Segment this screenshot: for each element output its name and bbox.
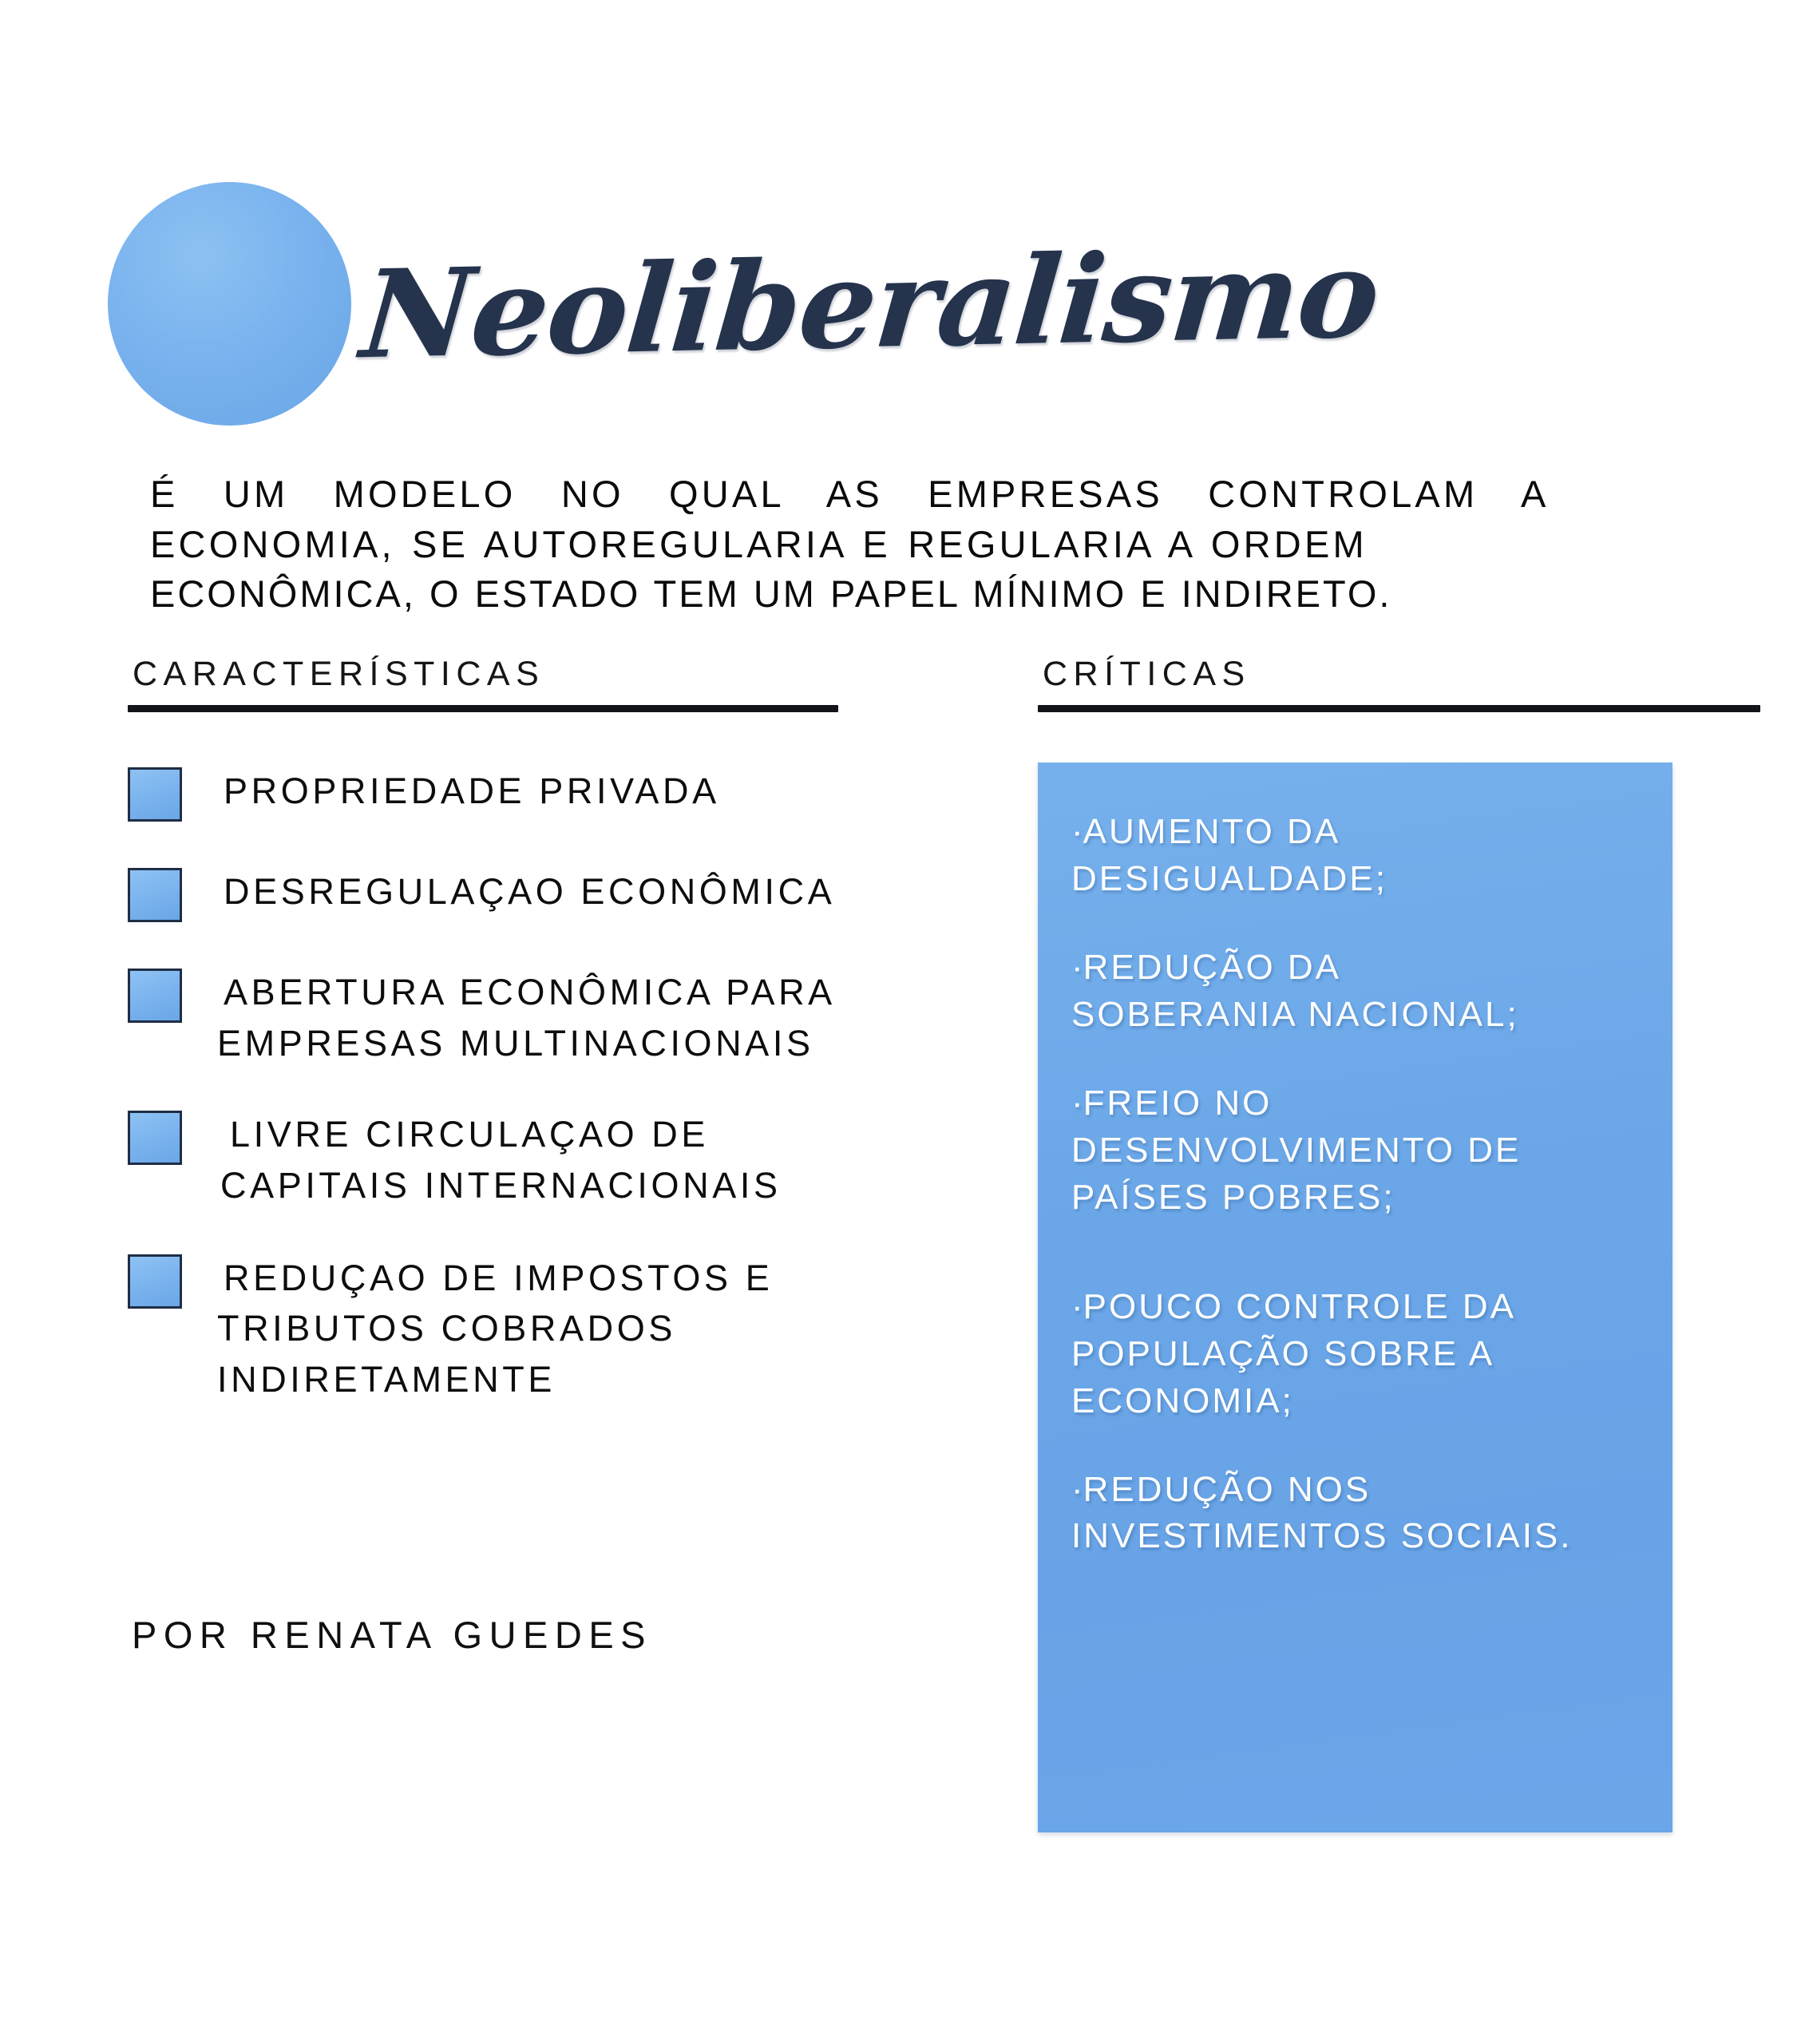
list-item-label [224,863,835,917]
blue-circle-icon [108,182,351,426]
list-item-label [217,1250,774,1406]
list-item[interactable] [128,1250,974,1406]
critique-line: PAÍSES POBRES; [1071,1177,1395,1217]
critique-line [1071,1284,1649,1331]
bullet-icon: · [1071,1469,1083,1509]
list-item[interactable] [128,964,974,1069]
critiques-panel [1038,763,1672,1832]
critique-item [1071,809,1649,903]
bullet-icon: · [1071,1083,1083,1123]
list-item-line: LIVRE CIRCULAÇAO DE [230,1113,710,1155]
critique-line: DESENVOLVIMENTO DE [1071,1130,1522,1170]
characteristics-heading [128,655,838,712]
critique-line [1071,1467,1649,1514]
list-item-line: ABERTURA ECONÔMICA PARA [224,972,836,1012]
heading-divider [1038,705,1760,712]
critique-line [1071,809,1649,856]
checkbox-icon[interactable] [128,1254,182,1309]
characteristics-heading-label: CARACTERÍSTICAS [133,655,545,693]
list-item-line: DESREGULAÇAO ECONÔMICA [224,871,836,912]
critiques-heading [1038,655,1760,712]
bullet-icon: · [1071,812,1083,851]
critique-line: INVESTIMENTOS SOCIAIS. [1071,1516,1573,1556]
checkbox-icon[interactable] [128,767,182,822]
list-item[interactable] [128,763,974,822]
list-item-line: CAPITAIS INTERNACIONAIS [220,1164,782,1206]
intro-line-1: É UM MODELO NO QUAL AS EMPRESAS CONTROLAM A [150,473,1547,515]
list-item-label [220,1106,782,1211]
page-title: Neoliberalismo [356,221,1384,386]
heading-divider [128,705,838,712]
intro-line-2: ECONOMIA, SE AUTOREGULARIA E REGULARIA A ORDEM [150,522,1368,565]
list-item-label [217,964,836,1069]
list-item-line: INDIRETAMENTE [217,1359,556,1400]
list-item-line: REDUÇAO DE IMPOSTOS E [224,1257,774,1298]
author-credit: POR RENATA GUEDES [132,1614,653,1656]
characteristics-list [128,763,974,1405]
header [0,0,1805,455]
critique-line [1071,1080,1649,1127]
critique-line: ECONOMIA; [1071,1380,1294,1420]
list-item[interactable] [128,863,974,922]
critique-item [1071,1080,1649,1222]
critique-item [1071,945,1649,1039]
list-item[interactable] [128,1106,974,1211]
critique-line: POPULAÇÃO SOBRE A [1071,1333,1495,1373]
critique-text: POUCO CONTROLE DA [1083,1286,1517,1326]
critique-line: DESIGUALDADE; [1071,858,1387,898]
intro-paragraph [150,469,1547,620]
critique-text: REDUÇÃO NOS [1083,1469,1372,1509]
critique-text: AUMENTO DA [1083,812,1341,851]
list-item-label [224,763,720,817]
checkbox-icon[interactable] [128,969,182,1023]
critique-item [1071,1284,1649,1425]
critique-line [1071,945,1649,992]
critique-line: SOBERANIA NACIONAL; [1071,994,1519,1034]
list-item-line: EMPRESAS MULTINACIONAIS [217,1022,814,1064]
critiques-heading-label: CRÍTICAS [1043,655,1251,693]
critique-text: FREIO NO [1083,1083,1273,1123]
checkbox-icon[interactable] [128,868,182,922]
critique-text: REDUÇÃO DA [1083,947,1342,987]
list-item-line: TRIBUTOS COBRADOS [217,1308,676,1349]
checkbox-icon[interactable] [128,1111,182,1165]
intro-line-3: ECONÔMICA, O ESTADO TEM UM PAPEL MÍNIMO E INDIRETO. [150,572,1392,615]
list-item-line: PROPRIEDADE PRIVADA [224,770,720,811]
bullet-icon: · [1071,1286,1083,1326]
critique-item [1071,1467,1649,1561]
bullet-icon: · [1071,947,1083,987]
